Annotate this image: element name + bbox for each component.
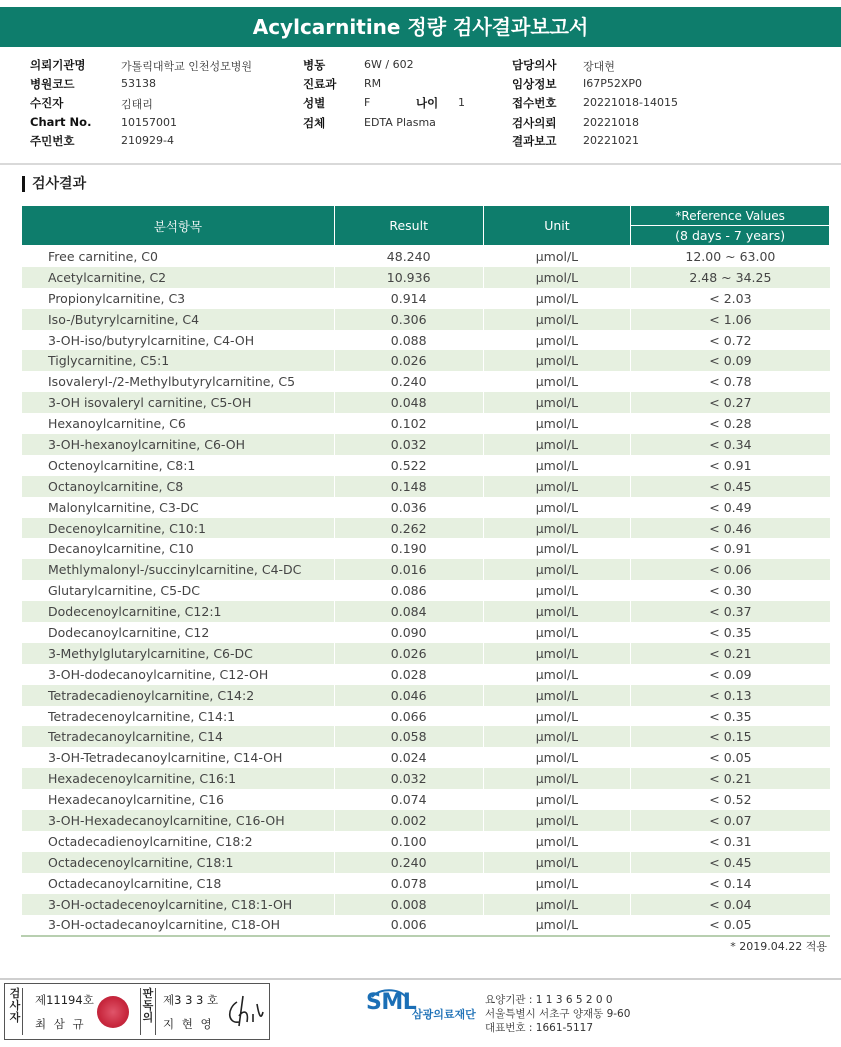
analyte-name: Hexadecanoylcarnitine, C16 xyxy=(22,789,335,810)
result-value: 0.008 xyxy=(334,894,483,915)
unit-value: μmol/L xyxy=(483,873,631,894)
analyte-name: Free carnitine, C0 xyxy=(22,246,335,267)
result-value: 0.066 xyxy=(334,706,483,727)
table-row xyxy=(22,309,830,330)
col-ref-subheader: (8 days - 7 years) xyxy=(631,226,830,246)
age-label: 나이 xyxy=(416,96,439,110)
table-row xyxy=(22,267,830,288)
reference-value: < 0.35 xyxy=(631,706,830,727)
analyte-name: Octenoylcarnitine, C8:1 xyxy=(22,455,335,476)
reference-value: < 0.35 xyxy=(631,622,830,643)
unit-value: μmol/L xyxy=(483,789,631,810)
reference-value: < 0.91 xyxy=(631,455,830,476)
report-date-label: 결과보고 xyxy=(512,134,557,148)
analyte-name: 3-Methylglutarylcarnitine, C6-DC xyxy=(22,643,335,664)
dept-value: RM xyxy=(364,77,382,90)
unit-value: μmol/L xyxy=(483,246,631,267)
result-value: 0.074 xyxy=(334,789,483,810)
table-row xyxy=(22,706,830,727)
analyte-name: 3-OH isovaleryl carnitine, C5-OH xyxy=(22,392,335,413)
unit-value: μmol/L xyxy=(483,392,631,413)
report-title: Acylcarnitine 정량 검사결과보고서 xyxy=(0,7,841,47)
table-row xyxy=(22,664,830,685)
result-value: 0.100 xyxy=(334,831,483,852)
table-row xyxy=(22,852,830,873)
analyte-name: 3-OH-Tetradecanoylcarnitine, C14-OH xyxy=(22,747,335,768)
unit-value: μmol/L xyxy=(483,476,631,497)
approver-name: 지 현 영 xyxy=(163,1017,214,1031)
receipt-value: 20221018-14015 xyxy=(583,96,678,109)
unit-value: μmol/L xyxy=(483,726,631,747)
unit-value: μmol/L xyxy=(483,559,631,580)
unit-value: μmol/L xyxy=(483,852,631,873)
result-value: 0.240 xyxy=(334,852,483,873)
analyte-name: 3-OH-octadecenoylcarnitine, C18:1-OH xyxy=(22,894,335,915)
result-value: 0.914 xyxy=(334,288,483,309)
result-value: 0.036 xyxy=(334,497,483,518)
table-row xyxy=(22,246,830,267)
table-row xyxy=(22,288,830,309)
result-value: 0.006 xyxy=(334,915,483,937)
analyte-name: 3-OH-Hexadecanoylcarnitine, C16-OH xyxy=(22,810,335,831)
analyte-name: Malonylcarnitine, C3-DC xyxy=(22,497,335,518)
table-row xyxy=(22,915,830,937)
analyte-name: Tetradecanoylcarnitine, C14 xyxy=(22,726,335,747)
footer-divider xyxy=(0,978,841,980)
inspector-name: 최 삼 규 xyxy=(35,1017,86,1031)
org-code: 요양기관 : 1 1 3 6 5 2 0 0 xyxy=(485,994,613,1006)
result-value: 0.088 xyxy=(334,330,483,351)
result-value: 0.522 xyxy=(334,455,483,476)
table-row xyxy=(22,726,830,747)
org-name: 삼광의료재단 xyxy=(412,1008,476,1021)
sml-logo: SML xyxy=(366,990,417,1015)
result-value: 0.002 xyxy=(334,810,483,831)
reference-value: < 0.15 xyxy=(631,726,830,747)
table-row xyxy=(22,831,830,852)
analyte-name: Iso-/Butyrylcarnitine, C4 xyxy=(22,309,335,330)
table-row xyxy=(22,518,830,539)
ward-label: 병동 xyxy=(303,58,326,72)
reference-value: < 0.34 xyxy=(631,434,830,455)
specimen-label: 검체 xyxy=(303,116,326,130)
analyte-name: Isovaleryl-/2-Methylbutyrylcarnitine, C5 xyxy=(22,371,335,392)
table-row xyxy=(22,497,830,518)
result-value: 0.024 xyxy=(334,747,483,768)
reference-value: < 0.27 xyxy=(631,392,830,413)
signature-box xyxy=(4,983,270,1040)
org-phone: 대표번호 : 1661-5117 xyxy=(485,1022,594,1034)
result-value: 0.058 xyxy=(334,726,483,747)
signature-icon xyxy=(223,992,265,1032)
table-row xyxy=(22,789,830,810)
unit-value: μmol/L xyxy=(483,518,631,539)
result-value: 0.016 xyxy=(334,559,483,580)
result-value: 0.078 xyxy=(334,873,483,894)
reference-value: < 0.09 xyxy=(631,350,830,371)
result-value: 0.190 xyxy=(334,538,483,559)
unit-value: μmol/L xyxy=(483,810,631,831)
report-date-value: 20221021 xyxy=(583,134,639,147)
table-row xyxy=(22,768,830,789)
doctor-label: 담당의사 xyxy=(512,58,557,72)
analyte-name: Octanoylcarnitine, C8 xyxy=(22,476,335,497)
result-value: 0.262 xyxy=(334,518,483,539)
analyte-name: Octadecenoylcarnitine, C18:1 xyxy=(22,852,335,873)
col-ref-header: *Reference Values xyxy=(631,206,830,226)
unit-value: μmol/L xyxy=(483,288,631,309)
reference-value: < 0.49 xyxy=(631,497,830,518)
reference-value: < 0.21 xyxy=(631,768,830,789)
table-row xyxy=(22,810,830,831)
reference-value: 2.48 ~ 34.25 xyxy=(631,267,830,288)
age-value: 1 xyxy=(458,96,465,109)
table-row xyxy=(22,350,830,371)
sex-value: F xyxy=(364,96,371,109)
ward-value: 6W / 602 xyxy=(364,58,414,71)
result-value: 0.148 xyxy=(334,476,483,497)
unit-value: μmol/L xyxy=(483,455,631,476)
analyte-name: Tetradecadienoylcarnitine, C14:2 xyxy=(22,685,335,706)
result-value: 48.240 xyxy=(334,246,483,267)
table-row xyxy=(22,330,830,351)
analyte-name: 3-OH-hexanoylcarnitine, C6-OH xyxy=(22,434,335,455)
reference-value: < 2.03 xyxy=(631,288,830,309)
id-label: 주민번호 xyxy=(30,134,75,148)
analyte-name: 3-OH-octadecanoylcarnitine, C18-OH xyxy=(22,915,335,937)
col-result-header: Result xyxy=(334,206,483,246)
patient-label: 수진자 xyxy=(30,96,64,110)
analyte-name: Methlymalonyl-/succinylcarnitine, C4-DC xyxy=(22,559,335,580)
reference-value: < 0.45 xyxy=(631,852,830,873)
unit-value: μmol/L xyxy=(483,267,631,288)
analyte-name: 3-OH-iso/butyrylcarnitine, C4-OH xyxy=(22,330,335,351)
clinical-value: I67P52XP0 xyxy=(583,77,643,90)
reference-value: < 0.06 xyxy=(631,559,830,580)
results-table xyxy=(21,205,830,937)
unit-value: μmol/L xyxy=(483,768,631,789)
id-value: 210929-4 xyxy=(121,134,174,147)
official-seal-icon xyxy=(97,996,129,1028)
report-header xyxy=(0,55,841,155)
col-item-header: 분석항목 xyxy=(22,206,335,246)
request-label: 검사의뢰 xyxy=(512,116,557,130)
analyte-name: 3-OH-dodecanoylcarnitine, C12-OH xyxy=(22,664,335,685)
result-value: 0.084 xyxy=(334,601,483,622)
analyte-name: Acetylcarnitine, C2 xyxy=(22,267,335,288)
table-row xyxy=(22,685,830,706)
sex-label: 성별 xyxy=(303,96,326,110)
chart-label: Chart No. xyxy=(30,115,92,129)
unit-value: μmol/L xyxy=(483,915,631,937)
result-value: 0.048 xyxy=(334,392,483,413)
table-row xyxy=(22,559,830,580)
reference-value: < 0.72 xyxy=(631,330,830,351)
doctor-value: 장대현 xyxy=(583,60,615,73)
reference-value: < 0.14 xyxy=(631,873,830,894)
reference-value: < 0.07 xyxy=(631,810,830,831)
table-row xyxy=(22,538,830,559)
org-address: 서울특별시 서초구 양재동 9-60 xyxy=(485,1008,631,1020)
result-value: 0.046 xyxy=(334,685,483,706)
reference-value: < 0.45 xyxy=(631,476,830,497)
table-row xyxy=(22,413,830,434)
unit-value: μmol/L xyxy=(483,643,631,664)
result-value: 0.032 xyxy=(334,768,483,789)
receipt-label: 접수번호 xyxy=(512,96,557,110)
reference-value: < 0.28 xyxy=(631,413,830,434)
analyte-name: Dodecenoylcarnitine, C12:1 xyxy=(22,601,335,622)
inspector-number: 제11194호 xyxy=(35,993,94,1007)
unit-value: μmol/L xyxy=(483,601,631,622)
table-row xyxy=(22,434,830,455)
reference-value: < 0.30 xyxy=(631,580,830,601)
reference-value: < 0.52 xyxy=(631,789,830,810)
inst-value: 가톨릭대학교 인천성모병원 xyxy=(121,60,253,73)
unit-value: μmol/L xyxy=(483,831,631,852)
result-value: 0.090 xyxy=(334,622,483,643)
reference-value: < 0.09 xyxy=(631,664,830,685)
unit-value: μmol/L xyxy=(483,664,631,685)
table-row xyxy=(22,894,830,915)
unit-value: μmol/L xyxy=(483,309,631,330)
unit-value: μmol/L xyxy=(483,580,631,601)
reference-value: < 0.37 xyxy=(631,601,830,622)
code-label: 병원코드 xyxy=(30,77,75,91)
reference-value: < 0.46 xyxy=(631,518,830,539)
chart-value: 10157001 xyxy=(121,116,177,129)
approver-label: 판독의 xyxy=(140,988,156,1035)
table-row xyxy=(22,643,830,664)
inspector-label: 검사자 xyxy=(8,988,23,1035)
result-value: 0.102 xyxy=(334,413,483,434)
analyte-name: Propionylcarnitine, C3 xyxy=(22,288,335,309)
result-value: 0.026 xyxy=(334,643,483,664)
reference-value: < 0.31 xyxy=(631,831,830,852)
reference-value: 12.00 ~ 63.00 xyxy=(631,246,830,267)
analyte-name: Hexadecenoylcarnitine, C16:1 xyxy=(22,768,335,789)
unit-value: μmol/L xyxy=(483,685,631,706)
table-row xyxy=(22,601,830,622)
table-row xyxy=(22,392,830,413)
unit-value: μmol/L xyxy=(483,434,631,455)
analyte-name: Glutarylcarnitine, C5-DC xyxy=(22,580,335,601)
analyte-name: Tetradecenoylcarnitine, C14:1 xyxy=(22,706,335,727)
result-value: 0.086 xyxy=(334,580,483,601)
reference-value: < 0.13 xyxy=(631,685,830,706)
table-row xyxy=(22,622,830,643)
col-unit-header: Unit xyxy=(483,206,631,246)
table-row xyxy=(22,873,830,894)
logo-arc-icon xyxy=(370,988,408,998)
result-value: 0.028 xyxy=(334,664,483,685)
result-value: 0.240 xyxy=(334,371,483,392)
inst-label: 의뢰기관명 xyxy=(30,58,86,72)
code-value: 53138 xyxy=(121,77,156,90)
table-row xyxy=(22,371,830,392)
analyte-name: Tiglycarnitine, C5:1 xyxy=(22,350,335,371)
analyte-name: Decanoylcarnitine, C10 xyxy=(22,538,335,559)
specimen-value: EDTA Plasma xyxy=(364,116,436,129)
unit-value: μmol/L xyxy=(483,497,631,518)
analyte-name: Hexanoylcarnitine, C6 xyxy=(22,413,335,434)
reference-value: < 0.91 xyxy=(631,538,830,559)
analyte-name: Octadecadienoylcarnitine, C18:2 xyxy=(22,831,335,852)
unit-value: μmol/L xyxy=(483,413,631,434)
unit-value: μmol/L xyxy=(483,371,631,392)
unit-value: μmol/L xyxy=(483,622,631,643)
result-value: 0.026 xyxy=(334,350,483,371)
unit-value: μmol/L xyxy=(483,894,631,915)
clinical-label: 임상정보 xyxy=(512,77,557,91)
reference-value: < 0.05 xyxy=(631,915,830,937)
section-title: 검사결과 xyxy=(22,176,86,192)
request-value: 20221018 xyxy=(583,116,639,129)
reference-value: < 0.21 xyxy=(631,643,830,664)
dept-label: 진료과 xyxy=(303,77,337,91)
table-row xyxy=(22,747,830,768)
header-divider xyxy=(0,163,841,165)
table-row xyxy=(22,476,830,497)
result-value: 10.936 xyxy=(334,267,483,288)
reference-note: * 2019.04.22 적용 xyxy=(730,940,827,953)
reference-value: < 0.04 xyxy=(631,894,830,915)
table-row xyxy=(22,455,830,476)
unit-value: μmol/L xyxy=(483,538,631,559)
unit-value: μmol/L xyxy=(483,747,631,768)
reference-value: < 1.06 xyxy=(631,309,830,330)
result-value: 0.032 xyxy=(334,434,483,455)
approver-number: 제3 3 3 호 xyxy=(163,993,219,1007)
table-row xyxy=(22,580,830,601)
analyte-name: Octadecanoylcarnitine, C18 xyxy=(22,873,335,894)
analyte-name: Decenoylcarnitine, C10:1 xyxy=(22,518,335,539)
unit-value: μmol/L xyxy=(483,706,631,727)
analyte-name: Dodecanoylcarnitine, C12 xyxy=(22,622,335,643)
reference-value: < 0.78 xyxy=(631,371,830,392)
result-value: 0.306 xyxy=(334,309,483,330)
reference-value: < 0.05 xyxy=(631,747,830,768)
patient-value: 김태리 xyxy=(121,98,153,111)
unit-value: μmol/L xyxy=(483,350,631,371)
unit-value: μmol/L xyxy=(483,330,631,351)
